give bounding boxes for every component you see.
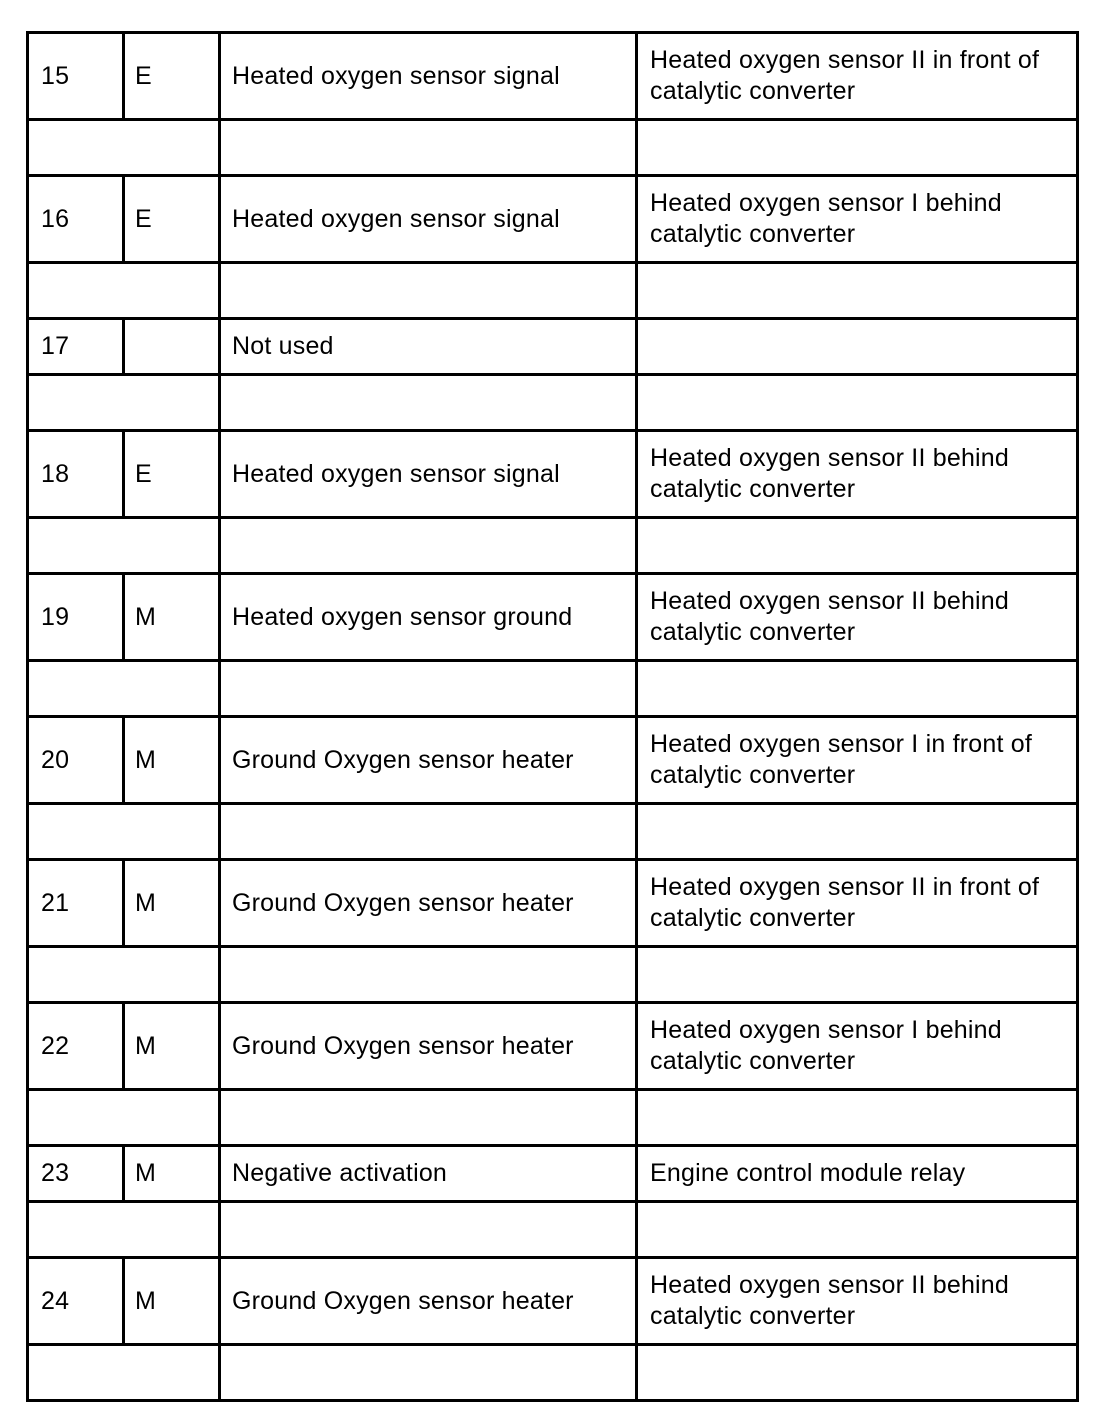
signal-type-cell: M [124,1146,220,1202]
pin-assignment-table [26,31,1079,1402]
component-cell: Heated oxygen sensor II behind catalytic converter [637,574,1078,661]
pin-number-cell: 15 [28,33,124,120]
pin-table-body [28,33,1078,1401]
spacer-row [28,375,1078,431]
spacer-cell [637,947,1078,1003]
spacer-row [28,1202,1078,1258]
function-description-cell: Ground Oxygen sensor heater [220,1258,637,1345]
spacer-cell [637,518,1078,574]
spacer-row [28,1090,1078,1146]
table-row [28,717,1078,804]
component-cell: Engine control module relay [637,1146,1078,1202]
function-description-cell: Not used [220,319,637,375]
table-row [28,574,1078,661]
spacer-cell [28,1090,220,1146]
spacer-cell [637,1202,1078,1258]
function-description-cell: Ground Oxygen sensor heater [220,860,637,947]
table-row [28,33,1078,120]
spacer-cell [220,120,637,176]
spacer-cell [220,1090,637,1146]
spacer-cell [220,375,637,431]
spacer-row [28,518,1078,574]
spacer-cell [637,804,1078,860]
spacer-cell [28,804,220,860]
table-row [28,1146,1078,1202]
spacer-row [28,263,1078,319]
pin-number-cell: 20 [28,717,124,804]
signal-type-cell: M [124,574,220,661]
component-cell [637,319,1078,375]
table-row [28,431,1078,518]
spacer-row [28,661,1078,717]
spacer-cell [637,375,1078,431]
signal-type-cell: E [124,176,220,263]
spacer-cell [220,1345,637,1401]
spacer-cell [28,375,220,431]
table-row [28,1258,1078,1345]
signal-type-cell: M [124,1258,220,1345]
component-cell: Heated oxygen sensor II in front of catalytic converter [637,33,1078,120]
function-description-cell: Heated oxygen sensor signal [220,33,637,120]
spacer-cell [28,1202,220,1258]
spacer-row [28,804,1078,860]
spacer-cell [220,804,637,860]
function-description-cell: Ground Oxygen sensor heater [220,717,637,804]
function-description-cell: Ground Oxygen sensor heater [220,1003,637,1090]
component-cell: Heated oxygen sensor II behind catalytic converter [637,431,1078,518]
spacer-cell [220,661,637,717]
spacer-cell [220,947,637,1003]
spacer-cell [220,263,637,319]
spacer-cell [28,263,220,319]
spacer-cell [28,518,220,574]
spacer-cell [637,1090,1078,1146]
spacer-cell [28,1345,220,1401]
signal-type-cell: M [124,860,220,947]
component-cell: Heated oxygen sensor II behind catalytic converter [637,1258,1078,1345]
spacer-cell [28,120,220,176]
spacer-cell [28,661,220,717]
signal-type-cell: M [124,717,220,804]
spacer-row [28,947,1078,1003]
function-description-cell: Heated oxygen sensor signal [220,431,637,518]
spacer-row [28,1345,1078,1401]
spacer-row [28,120,1078,176]
pin-number-cell: 19 [28,574,124,661]
function-description-cell: Heated oxygen sensor ground [220,574,637,661]
component-cell: Heated oxygen sensor I behind catalytic converter [637,176,1078,263]
table-row [28,319,1078,375]
component-cell: Heated oxygen sensor I in front of catalytic converter [637,717,1078,804]
spacer-cell [28,947,220,1003]
table-row [28,1003,1078,1090]
component-cell: Heated oxygen sensor I behind catalytic converter [637,1003,1078,1090]
pin-number-cell: 16 [28,176,124,263]
pin-number-cell: 23 [28,1146,124,1202]
spacer-cell [637,263,1078,319]
signal-type-cell: M [124,1003,220,1090]
pin-number-cell: 18 [28,431,124,518]
signal-type-cell: E [124,431,220,518]
table-row [28,176,1078,263]
signal-type-cell: E [124,33,220,120]
pin-number-cell: 21 [28,860,124,947]
component-cell: Heated oxygen sensor II in front of catalytic converter [637,860,1078,947]
spacer-cell [637,120,1078,176]
function-description-cell: Heated oxygen sensor signal [220,176,637,263]
function-description-cell: Negative activation [220,1146,637,1202]
pin-number-cell: 22 [28,1003,124,1090]
spacer-cell [637,661,1078,717]
spacer-cell [220,518,637,574]
table-row [28,860,1078,947]
spacer-cell [220,1202,637,1258]
pin-number-cell: 17 [28,319,124,375]
spacer-cell [637,1345,1078,1401]
pin-number-cell: 24 [28,1258,124,1345]
signal-type-cell [124,319,220,375]
